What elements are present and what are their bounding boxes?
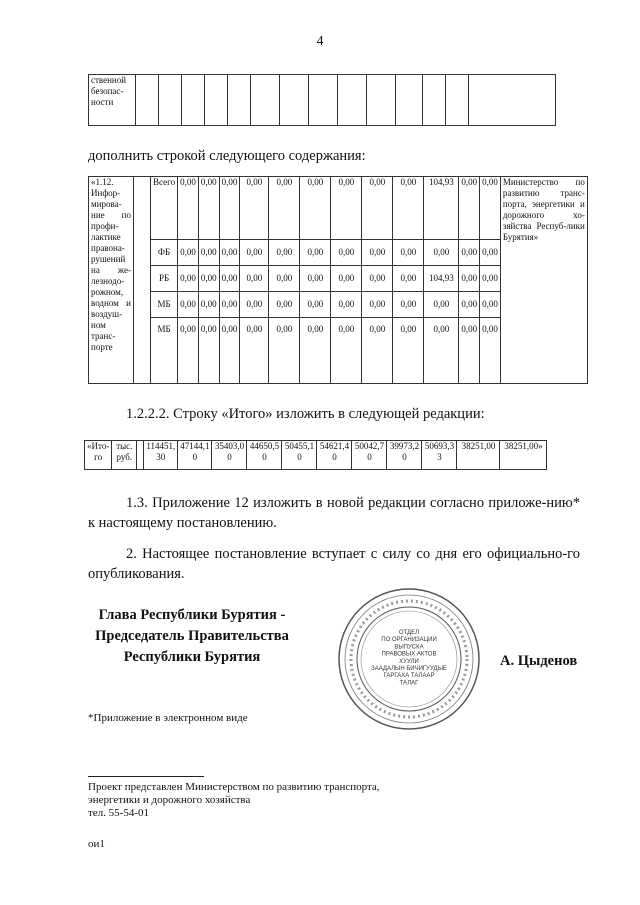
- table-cell-value: 0,00: [219, 292, 240, 318]
- table-cell-value: 0,00: [198, 177, 219, 240]
- table-cell-value: 54621,4 0: [317, 441, 352, 470]
- table-cell-value: 50042,7 0: [352, 441, 387, 470]
- table-cell-value: 0,00: [331, 240, 362, 266]
- table-cell-value: 0,00: [393, 292, 424, 318]
- table-cell-ministry: Министерство по развитию транс-порта, энергетики и дорожного хо-зяйства Респуб-лики Бурятия»: [500, 177, 587, 384]
- paragraph-2: 2. Настоящее постановление вступает с силу со дня его официально-го опубликования.: [88, 546, 580, 582]
- official-seal-stamp: [336, 586, 482, 732]
- project-info-line: Проект представлен Министерством по развитию транспорта,: [88, 781, 380, 793]
- table-row: [85, 441, 547, 470]
- table-cell-value: 0,00: [459, 240, 480, 266]
- signatory-title-line: Глава Республики Бурятия -: [98, 607, 286, 623]
- seal-text-line: ПО ОРГАНИЗАЦИИ: [381, 637, 437, 644]
- table-cell: [251, 75, 280, 126]
- table-cell-value: 114451, 30: [144, 441, 178, 470]
- table-cell-value: 104,93: [424, 266, 459, 292]
- page-number: 4: [316, 34, 324, 49]
- seal-text-line: ОТДЕЛ: [398, 630, 420, 636]
- table-cell-value: 0,00: [240, 318, 269, 384]
- table-cell-value: 0,00: [480, 177, 501, 240]
- table-cell-value: 0,00: [178, 292, 199, 318]
- table-cell: [396, 75, 423, 126]
- table-cell-value: 0,00: [240, 292, 269, 318]
- table-cell-value: 0,00: [362, 292, 393, 318]
- table-fragment-top: [88, 74, 556, 126]
- table-cell-source: Всего: [151, 177, 178, 240]
- signatory-title: [72, 605, 312, 668]
- table-cell: [367, 75, 396, 126]
- table-cell: [469, 75, 556, 126]
- table-cell-value: 0,00: [459, 292, 480, 318]
- table-cell-value: 104,93: [424, 177, 459, 240]
- table-cell-value: 0,00: [331, 292, 362, 318]
- seal-text-line: ЗААДАЛЫН БИЧИГУУДЫЕ: [371, 666, 447, 672]
- table-cell-value: 0,00: [300, 266, 331, 292]
- table-cell-value: 0,00: [480, 240, 501, 266]
- table-cell-source: РБ: [151, 266, 178, 292]
- paragraph-itogo: 1.2.2.2. Строку «Итого» изложить в следующей редакции:: [126, 406, 485, 422]
- table-cell-measure-name: «1.12. Инфор-мирова-ние по профи-лактике правона-рушений на же-лезнодо-рожном, водном и воздуш-ном транс-порте: [89, 177, 134, 384]
- project-info: [88, 781, 508, 820]
- table-cell-value: 0,00: [198, 266, 219, 292]
- table-cell-value: 0,00: [459, 266, 480, 292]
- table-cell-value: 0,00: [480, 318, 501, 384]
- table-cell: [228, 75, 251, 126]
- table-cell-value: 50455,1 0: [282, 441, 317, 470]
- footnote: *Приложение в электронном виде: [88, 712, 248, 724]
- table-cell: [134, 177, 151, 384]
- project-info-line: энергетики и дорожного хозяйства: [88, 794, 251, 806]
- table-cell-value: 0,00: [331, 266, 362, 292]
- table-cell-value: 0,00: [178, 318, 199, 384]
- signatory-name: А. Цыденов: [500, 653, 578, 669]
- table-cell-value: 0,00: [331, 177, 362, 240]
- table-cell-value: 0,00: [198, 240, 219, 266]
- table-cell: [309, 75, 338, 126]
- table-cell-value: 0,00: [393, 266, 424, 292]
- table-cell-value: 0,00: [362, 240, 393, 266]
- table-cell-value: 0,00: [424, 240, 459, 266]
- table-cell-value: 0,00: [269, 240, 300, 266]
- table-cell-value: 0,00: [219, 177, 240, 240]
- table-cell: [136, 75, 159, 126]
- table-cell-value: 44650,5 0: [247, 441, 282, 470]
- table-cell-value: 0,00: [240, 266, 269, 292]
- table-cell-source: МБ: [151, 318, 178, 384]
- document-code: ои1: [88, 838, 105, 850]
- table-cell-name: ственной безопас-ности: [89, 75, 136, 126]
- table-cell-value: 0,00: [362, 318, 393, 384]
- table-cell-value: 0,00: [219, 318, 240, 384]
- table-cell-value: 0,00: [480, 292, 501, 318]
- table-row: [89, 177, 588, 240]
- table-cell-value: 0,00: [459, 177, 480, 240]
- table-cell: [205, 75, 228, 126]
- table-cell-value: 0,00: [362, 177, 393, 240]
- table-cell-value: 0,00: [219, 240, 240, 266]
- table-new-row: [88, 176, 588, 384]
- table-cell-value: 0,00: [269, 266, 300, 292]
- table-cell-value: 0,00: [362, 266, 393, 292]
- table-cell: [423, 75, 446, 126]
- table-cell-value: 0,00: [178, 177, 199, 240]
- table-cell-value: 0,00: [300, 177, 331, 240]
- table-cell-value: 0,00: [331, 318, 362, 384]
- table-cell: [182, 75, 205, 126]
- table-cell-value: 0,00: [393, 318, 424, 384]
- table-cell-source: МБ: [151, 292, 178, 318]
- table-cell-value: 35403,0 0: [212, 441, 247, 470]
- table-cell-value: 0,00: [240, 177, 269, 240]
- table-cell-source: ФБ: [151, 240, 178, 266]
- seal-text-line: ВЫПУСКА: [394, 644, 424, 651]
- table-cell-label: «Ито-го: [85, 441, 112, 470]
- table-cell-value: 0,00: [269, 177, 300, 240]
- table-cell-value: 0,00: [269, 292, 300, 318]
- seal-text-line: ХУУЛИ: [399, 658, 419, 665]
- table-cell-value: 0,00: [424, 318, 459, 384]
- table-cell-value: 0,00: [300, 292, 331, 318]
- table-cell-unit: тыс. руб.: [112, 441, 137, 470]
- signatory-title-line: Председатель Правительства: [95, 628, 289, 644]
- seal-text-line: ПРАВОВЫХ АКТОВ: [381, 651, 437, 658]
- divider: [88, 776, 204, 777]
- table-cell: [159, 75, 182, 126]
- table-cell-value: 0,00: [459, 318, 480, 384]
- table-cell-value: 0,00: [198, 318, 219, 384]
- table-cell: [137, 441, 144, 470]
- paragraph-add-row: дополнить строкой следующего содержания:: [88, 148, 366, 164]
- table-cell-value: 50693,3 3: [422, 441, 457, 470]
- table-cell-value: 0,00: [424, 292, 459, 318]
- table-cell-value: 0,00: [393, 177, 424, 240]
- table-cell-value: 0,00: [240, 240, 269, 266]
- table-cell-value: 0,00: [219, 266, 240, 292]
- table-cell-value: 47144,1 0: [178, 441, 212, 470]
- project-info-line: тел. 55-54-01: [88, 807, 150, 819]
- signatory-title-line: Республики Бурятия: [123, 649, 261, 665]
- table-cell-value: 0,00: [300, 318, 331, 384]
- table-cell: [446, 75, 469, 126]
- seal-text-line: ТАЛАГ: [399, 680, 419, 687]
- table-cell-value: 0,00: [198, 292, 219, 318]
- table-cell-value: 0,00: [178, 240, 199, 266]
- table-row: [89, 75, 556, 126]
- table-itogo: [84, 440, 547, 470]
- paragraph-1-3: 1.3. Приложение 12 изложить в новой редакции согласно приложе-нию* к настоящему постановлению.: [88, 495, 580, 531]
- seal-text-line: ГАРГАХА ТАЛААР: [383, 673, 435, 680]
- table-cell: [338, 75, 367, 126]
- table-cell: [280, 75, 309, 126]
- table-cell-value: 0,00: [269, 318, 300, 384]
- table-cell-value: 38251,00»: [500, 441, 547, 470]
- table-cell-value: 0,00: [393, 240, 424, 266]
- table-cell-value: 0,00: [178, 266, 199, 292]
- table-cell-value: 38251,00: [457, 441, 500, 470]
- table-cell-value: 0,00: [300, 240, 331, 266]
- table-cell-value: 39973,2 0: [387, 441, 422, 470]
- table-cell-value: 0,00: [480, 266, 501, 292]
